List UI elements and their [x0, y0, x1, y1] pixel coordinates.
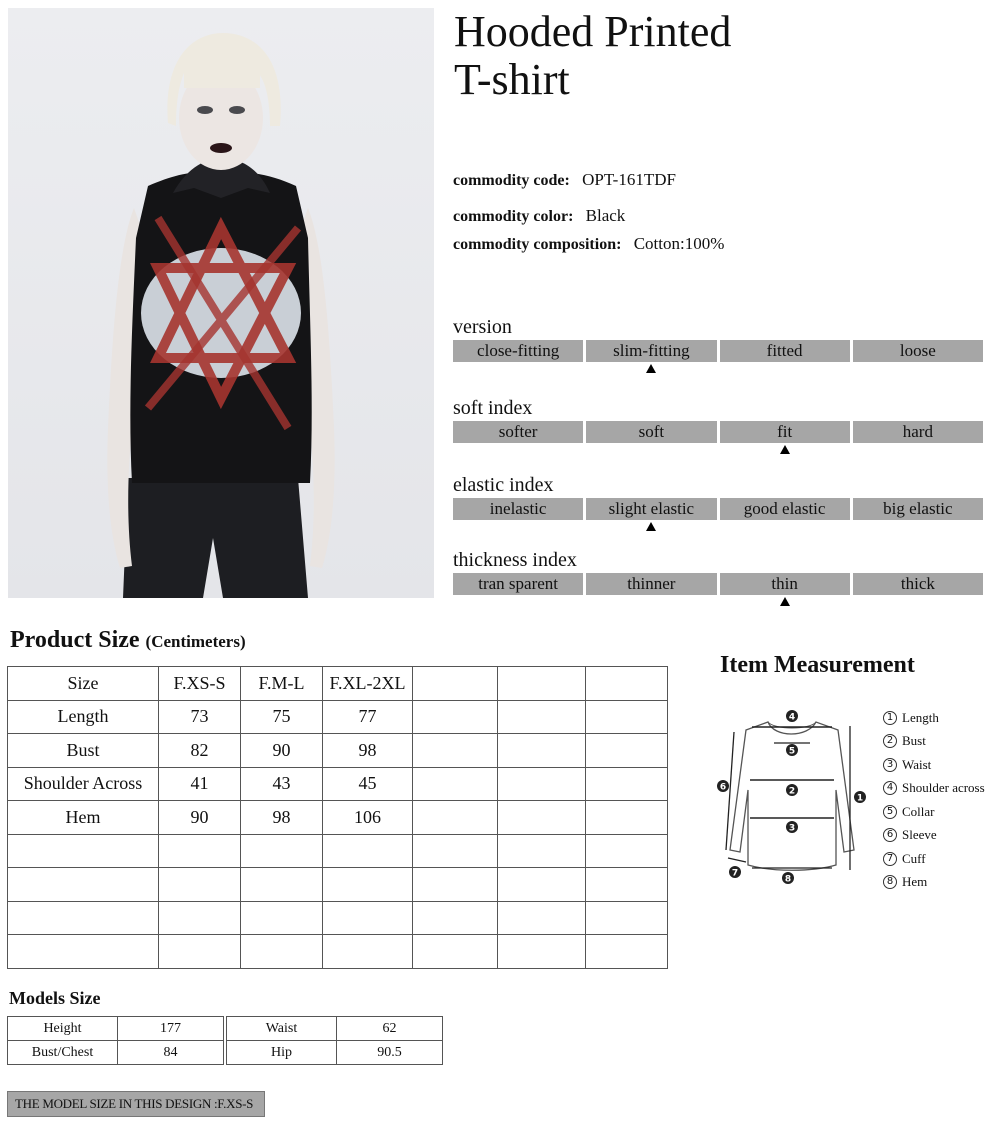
legend-item [883, 800, 985, 824]
marker-row [453, 362, 983, 376]
table-row [8, 734, 668, 768]
index-option: tran sparent [453, 573, 583, 595]
table-cell [498, 700, 586, 734]
table-cell [323, 834, 413, 868]
table-cell [323, 901, 413, 935]
legend-item [883, 730, 985, 754]
table-cell [586, 767, 668, 801]
selection-marker-icon [780, 445, 790, 454]
table-row [8, 834, 668, 868]
item-measurement-title: Item Measurement [720, 652, 915, 678]
svg-text:5: 5 [788, 746, 796, 757]
index-options [453, 573, 983, 595]
table-cell [498, 901, 586, 935]
spec-label: commodity composition: [453, 236, 622, 253]
table-cell [413, 667, 498, 701]
table-cell [413, 868, 498, 902]
index-soft [453, 397, 983, 457]
index-thickness [453, 549, 983, 609]
table-cell [241, 901, 323, 935]
spec-color [453, 206, 625, 226]
table-row [8, 801, 668, 835]
marker-row [453, 520, 983, 534]
title-line-1: Hooded Printed [454, 7, 732, 56]
legend-number: 5 [883, 805, 897, 819]
table-cell [586, 734, 668, 768]
legend-number: 2 [883, 734, 897, 748]
table-cell [413, 834, 498, 868]
table-cell [323, 935, 413, 969]
table-cell: 90.5 [337, 1041, 443, 1065]
index-title: thickness index [453, 549, 577, 571]
spec-value: Cotton:100% [633, 234, 725, 253]
table-row [8, 700, 668, 734]
table-row [8, 868, 668, 902]
garment-diagram [712, 700, 872, 890]
table-cell [159, 834, 241, 868]
table-cell: 84 [118, 1041, 224, 1065]
svg-text:1: 1 [856, 793, 864, 804]
table-cell: Hip [227, 1041, 337, 1065]
product-size-table [7, 666, 668, 969]
legend-number: 3 [883, 758, 897, 772]
index-option: good elastic [720, 498, 850, 520]
table-cell: 82 [159, 734, 241, 768]
index-option: inelastic [453, 498, 583, 520]
index-option: close-fitting [453, 340, 583, 362]
table-cell: F.XS-S [159, 667, 241, 701]
index-elastic [453, 474, 983, 534]
table-cell: Length [8, 700, 159, 734]
legend-label: Shoulder across [902, 780, 985, 796]
table-cell [586, 868, 668, 902]
table-cell [413, 935, 498, 969]
legend-label: Sleeve [902, 827, 937, 843]
svg-text:6: 6 [719, 782, 727, 793]
table-row [8, 1017, 224, 1041]
index-option: hard [853, 421, 983, 443]
index-option: thin [720, 573, 850, 595]
table-cell [498, 935, 586, 969]
legend-label: Cuff [902, 850, 926, 866]
legend-label: Collar [902, 803, 935, 819]
table-cell [498, 868, 586, 902]
table-row [8, 1041, 224, 1065]
table-cell: F.M-L [241, 667, 323, 701]
spec-composition [453, 234, 724, 254]
legend-item [883, 753, 985, 777]
legend-item [883, 824, 985, 848]
table-cell [586, 834, 668, 868]
table-row [227, 1017, 443, 1041]
models-size-table-left [7, 1016, 224, 1065]
legend-item [883, 706, 985, 730]
product-size-unit: (Centimeters) [145, 632, 246, 651]
table-cell [413, 801, 498, 835]
table-cell [8, 901, 159, 935]
marker-row [453, 595, 983, 609]
selection-marker-icon [646, 364, 656, 373]
legend-number: 1 [883, 711, 897, 725]
legend-number: 4 [883, 781, 897, 795]
index-option: softer [453, 421, 583, 443]
legend-label: Hem [902, 874, 928, 890]
legend-label: Bust [902, 733, 926, 749]
marker-row [453, 443, 983, 457]
table-cell [241, 868, 323, 902]
product-size-title [10, 627, 246, 654]
table-cell [586, 801, 668, 835]
table-cell: 41 [159, 767, 241, 801]
table-cell [498, 667, 586, 701]
product-photo [8, 8, 434, 598]
table-cell: 98 [241, 801, 323, 835]
index-options [453, 421, 983, 443]
table-cell [586, 935, 668, 969]
index-option: thinner [586, 573, 716, 595]
table-cell [159, 935, 241, 969]
title-line-2: T-shirt [454, 55, 570, 104]
measurement-legend [883, 706, 985, 894]
table-cell [498, 734, 586, 768]
spec-label: commodity color: [453, 208, 574, 225]
table-cell: 45 [323, 767, 413, 801]
index-options [453, 498, 983, 520]
product-size-heading: Product Size [10, 627, 140, 653]
index-version [453, 316, 983, 376]
table-cell: 62 [337, 1017, 443, 1041]
table-row [227, 1041, 443, 1065]
table-cell [498, 834, 586, 868]
legend-item [883, 847, 985, 871]
table-cell [413, 901, 498, 935]
table-row [8, 901, 668, 935]
index-title: soft index [453, 397, 533, 419]
index-option: soft [586, 421, 716, 443]
selection-marker-icon [646, 522, 656, 531]
svg-text:4: 4 [788, 712, 796, 723]
table-cell [586, 901, 668, 935]
legend-number: 8 [883, 875, 897, 889]
models-size-title: Models Size [9, 988, 101, 1008]
index-options [453, 340, 983, 362]
table-cell: 77 [323, 700, 413, 734]
table-cell: Bust/Chest [8, 1041, 118, 1065]
table-cell [586, 700, 668, 734]
table-cell: Hem [8, 801, 159, 835]
table-cell: 43 [241, 767, 323, 801]
table-cell: 75 [241, 700, 323, 734]
table-cell: Waist [227, 1017, 337, 1041]
table-cell [8, 868, 159, 902]
index-option: fit [720, 421, 850, 443]
table-cell: Height [8, 1017, 118, 1041]
index-title: elastic index [453, 474, 554, 496]
models-size-table-right [226, 1016, 443, 1065]
table-row [8, 935, 668, 969]
model-size-note: THE MODEL SIZE IN THIS DESIGN :F.XS-S [7, 1091, 265, 1117]
legend-item [883, 871, 985, 895]
table-cell: 90 [241, 734, 323, 768]
spec-value: OPT-161TDF [582, 170, 676, 189]
index-title: version [453, 316, 512, 338]
table-cell [586, 667, 668, 701]
legend-number: 6 [883, 828, 897, 842]
table-cell [8, 834, 159, 868]
table-cell: Size [8, 667, 159, 701]
table-cell: 106 [323, 801, 413, 835]
table-cell: Bust [8, 734, 159, 768]
index-option: big elastic [853, 498, 983, 520]
table-cell: 90 [159, 801, 241, 835]
table-cell [323, 868, 413, 902]
table-cell [159, 868, 241, 902]
selection-marker-icon [780, 597, 790, 606]
legend-label: Length [902, 709, 939, 725]
table-cell [498, 767, 586, 801]
table-cell [8, 935, 159, 969]
table-cell [413, 700, 498, 734]
table-row [8, 767, 668, 801]
table-cell [241, 834, 323, 868]
svg-text:2: 2 [788, 786, 796, 797]
legend-number: 7 [883, 852, 897, 866]
svg-text:3: 3 [788, 823, 796, 834]
index-option: loose [853, 340, 983, 362]
product-title [454, 8, 731, 104]
legend-label: Waist [902, 756, 932, 772]
svg-text:8: 8 [784, 874, 792, 885]
table-cell: 98 [323, 734, 413, 768]
table-cell [159, 901, 241, 935]
index-option: slight elastic [586, 498, 716, 520]
svg-text:7: 7 [731, 868, 739, 879]
table-cell [413, 767, 498, 801]
spec-label: commodity code: [453, 172, 570, 189]
table-cell [498, 801, 586, 835]
spec-code [453, 170, 676, 190]
spec-value: Black [585, 206, 626, 225]
table-cell: Shoulder Across [8, 767, 159, 801]
table-cell: F.XL-2XL [323, 667, 413, 701]
index-option: fitted [720, 340, 850, 362]
table-cell: 177 [118, 1017, 224, 1041]
table-header-row [8, 667, 668, 701]
index-option: thick [853, 573, 983, 595]
table-cell: 73 [159, 700, 241, 734]
table-cell [241, 935, 323, 969]
index-option: slim-fitting [586, 340, 716, 362]
table-cell [413, 734, 498, 768]
model-illustration [8, 8, 434, 598]
legend-item [883, 777, 985, 801]
